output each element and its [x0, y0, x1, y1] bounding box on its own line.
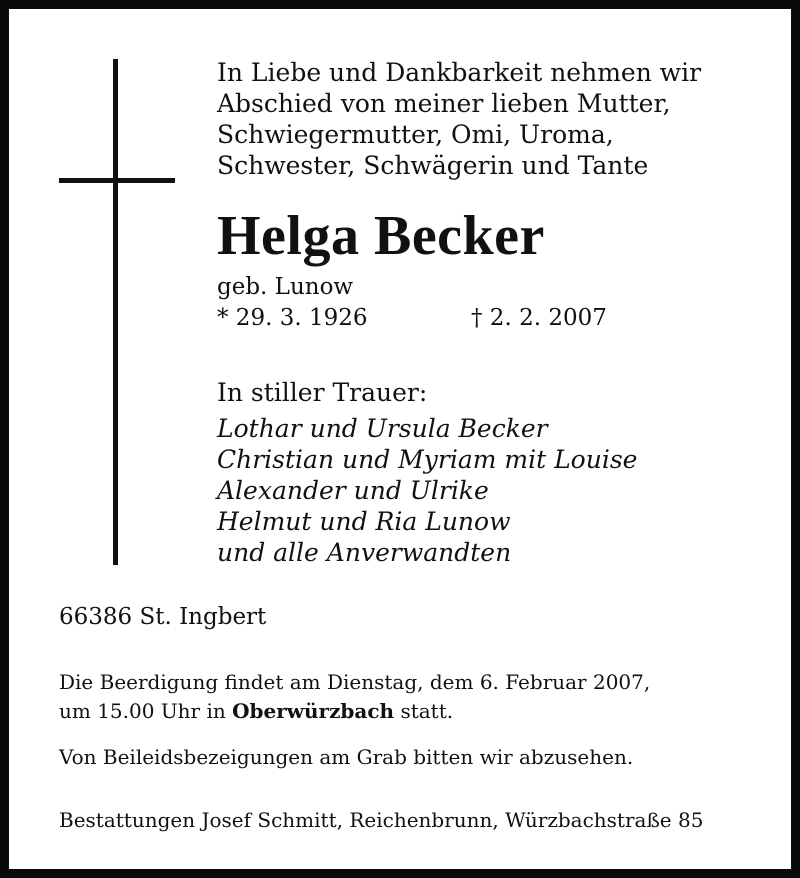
intro-line: In Liebe und Dankbarkeit nehmen wir	[217, 58, 702, 87]
mourner-line: Lothar und Ursula Becker	[217, 414, 548, 443]
intro-text	[217, 57, 701, 181]
funeral-time-text: um 15.00 Uhr in	[59, 699, 233, 723]
intro-line: Schwester, Schwägerin und Tante	[217, 151, 649, 180]
birth-date: * 29. 3. 1926	[217, 305, 368, 331]
funeral-info	[59, 668, 650, 726]
mourner-line: Christian und Myriam mit Louise	[217, 445, 638, 474]
deceased-name: Helga Becker	[217, 205, 545, 267]
cross-icon-vertical-bar	[113, 59, 118, 565]
mourning-label: In stiller Trauer:	[217, 378, 428, 407]
undertaker-info: Bestattungen Josef Schmitt, Reichenbrunn, Würzbachstraße 85	[59, 808, 704, 832]
funeral-place: Oberwürzbach	[232, 699, 395, 723]
funeral-statt-text: statt.	[394, 699, 454, 723]
location: 66386 St. Ingbert	[59, 604, 267, 630]
mourner-line: Helmut und Ria Lunow	[217, 507, 511, 536]
mourner-line: und alle Anverwandten	[217, 538, 512, 567]
mourners-list	[217, 413, 637, 568]
funeral-line-2	[59, 697, 650, 726]
death-date: † 2. 2. 2007	[471, 305, 607, 331]
funeral-line-1: Die Beerdigung findet am Dienstag, dem 6. Februar 2007,	[59, 670, 651, 694]
maiden-name: geb. Lunow	[217, 274, 354, 300]
condolence-note: Von Beileidsbezeigungen am Grab bitten wir abzusehen.	[59, 745, 634, 769]
intro-line: Schwiegermutter, Omi, Uroma,	[217, 120, 614, 149]
intro-line: Abschied von meiner lieben Mutter,	[217, 89, 671, 118]
cross-icon-horizontal-bar	[59, 178, 175, 183]
mourner-line: Alexander und Ulrike	[217, 476, 489, 505]
